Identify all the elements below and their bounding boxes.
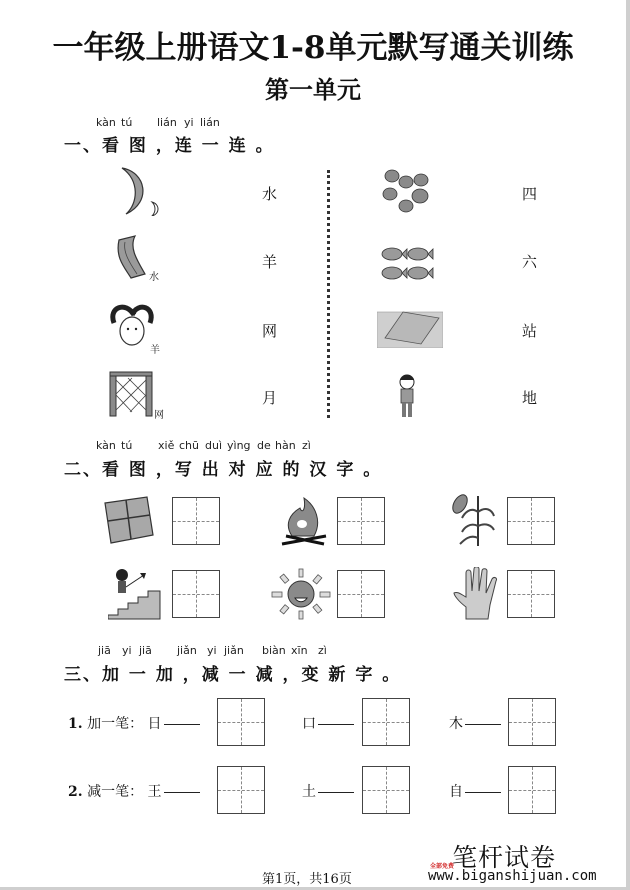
pinyin: biàn [262, 644, 286, 657]
page-edge-right [626, 0, 630, 890]
moon-picture [112, 166, 162, 216]
source-char: 木 [449, 716, 463, 732]
add-stroke-row-label [68, 713, 200, 733]
net-picture [108, 370, 168, 420]
pinyin: lián [157, 116, 177, 129]
pinyin: yi [184, 116, 194, 129]
section-2-heading: 二、看 图 ，写 出 对 应 的 汉 字 。 [64, 460, 383, 480]
field-picture [99, 495, 155, 545]
tianzige-answer-box[interactable] [337, 570, 385, 618]
climbing-stairs-picture [108, 567, 164, 621]
brand-url-link[interactable]: www.biganshijuan.com [428, 868, 597, 884]
pinyin: hàn [275, 439, 296, 452]
dash-line [318, 792, 354, 793]
tianzige-answer-box[interactable] [508, 698, 556, 746]
dash-line [465, 724, 501, 725]
pinyin: duì [205, 439, 223, 452]
pinyin: xiě [158, 439, 175, 452]
pinyin: tú [121, 116, 133, 129]
row-number: 1. [68, 716, 83, 732]
pinyin: yìng [227, 439, 251, 452]
source-char: 王 [147, 784, 162, 800]
water-picture [115, 234, 160, 284]
tianzige-answer-box[interactable] [507, 570, 555, 618]
section-1-heading: 一、看 图 ，连 一 连 。 [64, 136, 275, 156]
tianzige-answer-box[interactable] [172, 570, 220, 618]
four-fish-picture [380, 245, 435, 285]
source-char-group [449, 713, 501, 733]
sun-picture [270, 567, 332, 621]
grain-plant-picture [452, 492, 498, 550]
dash-line [164, 724, 200, 725]
dash-line [318, 724, 354, 725]
svg-text:羊: 羊 [150, 345, 160, 355]
source-char: 日 [147, 716, 162, 732]
dash-line [465, 792, 501, 793]
pinyin: jiā [98, 644, 111, 657]
row-instruction: 减一笔： [87, 784, 144, 800]
pinyin: jiǎn [224, 644, 244, 657]
source-char: 口 [302, 716, 316, 732]
svg-text:水: 水 [149, 272, 159, 283]
pinyin: tú [121, 439, 133, 452]
source-char-group [302, 713, 354, 733]
match-char: 羊 [262, 253, 278, 271]
pinyin: lián [200, 116, 220, 129]
tianzige-answer-box[interactable] [508, 766, 556, 814]
pinyin: zì [318, 644, 327, 657]
section-3-heading: 三、加 一 加 ，减 一 减 ，变 新 字 。 [64, 665, 402, 685]
source-char-group [302, 781, 354, 801]
row-instruction: 加一笔： [87, 716, 144, 732]
pinyin: zì [302, 439, 311, 452]
pinyin: kàn [96, 116, 116, 129]
remove-stroke-row-label [68, 781, 200, 801]
source-char-group [449, 781, 501, 801]
page-number: 第1页，共16页 [262, 872, 352, 887]
dotted-divider [327, 170, 330, 418]
brand-free-tag: 全部免费 [430, 863, 455, 870]
source-char: 土 [302, 784, 316, 800]
tianzige-answer-box[interactable] [172, 497, 220, 545]
tianzige-answer-box[interactable] [362, 766, 410, 814]
match-char: 月 [262, 389, 278, 407]
pinyin: kàn [96, 439, 116, 452]
standing-boy-picture [396, 373, 418, 419]
brand-logo-text: 笔杆试卷 [452, 843, 557, 872]
tianzige-answer-box[interactable] [362, 698, 410, 746]
five-chicks-picture [380, 168, 435, 216]
row-number: 2. [68, 784, 83, 800]
match-char: 网 [262, 322, 278, 340]
source-char: 自 [449, 784, 463, 800]
tianzige-answer-box[interactable] [217, 698, 265, 746]
pinyin: jiā [139, 644, 152, 657]
svg-text:网: 网 [154, 410, 164, 420]
pinyin: de [257, 439, 271, 452]
sheep-picture [106, 303, 168, 355]
hand-picture [452, 567, 500, 621]
match-char: 地 [522, 389, 538, 407]
match-char: 四 [522, 185, 538, 203]
tianzige-answer-box[interactable] [217, 766, 265, 814]
match-char: 水 [262, 185, 278, 203]
pinyin: xīn [291, 644, 308, 657]
match-char: 站 [522, 322, 538, 340]
fire-picture [280, 492, 330, 548]
tianzige-answer-box[interactable] [507, 497, 555, 545]
unit-subtitle: 第一单元 [265, 75, 361, 104]
pinyin: jiǎn [177, 644, 197, 657]
pinyin: yi [122, 644, 132, 657]
ground-picture [377, 308, 443, 348]
dash-line [164, 792, 200, 793]
pinyin: yi [207, 644, 217, 657]
match-char: 六 [522, 253, 538, 271]
page-title: 一年级上册语文1-8单元默写通关训练 [52, 30, 574, 66]
tianzige-answer-box[interactable] [337, 497, 385, 545]
pinyin: chū [179, 439, 199, 452]
